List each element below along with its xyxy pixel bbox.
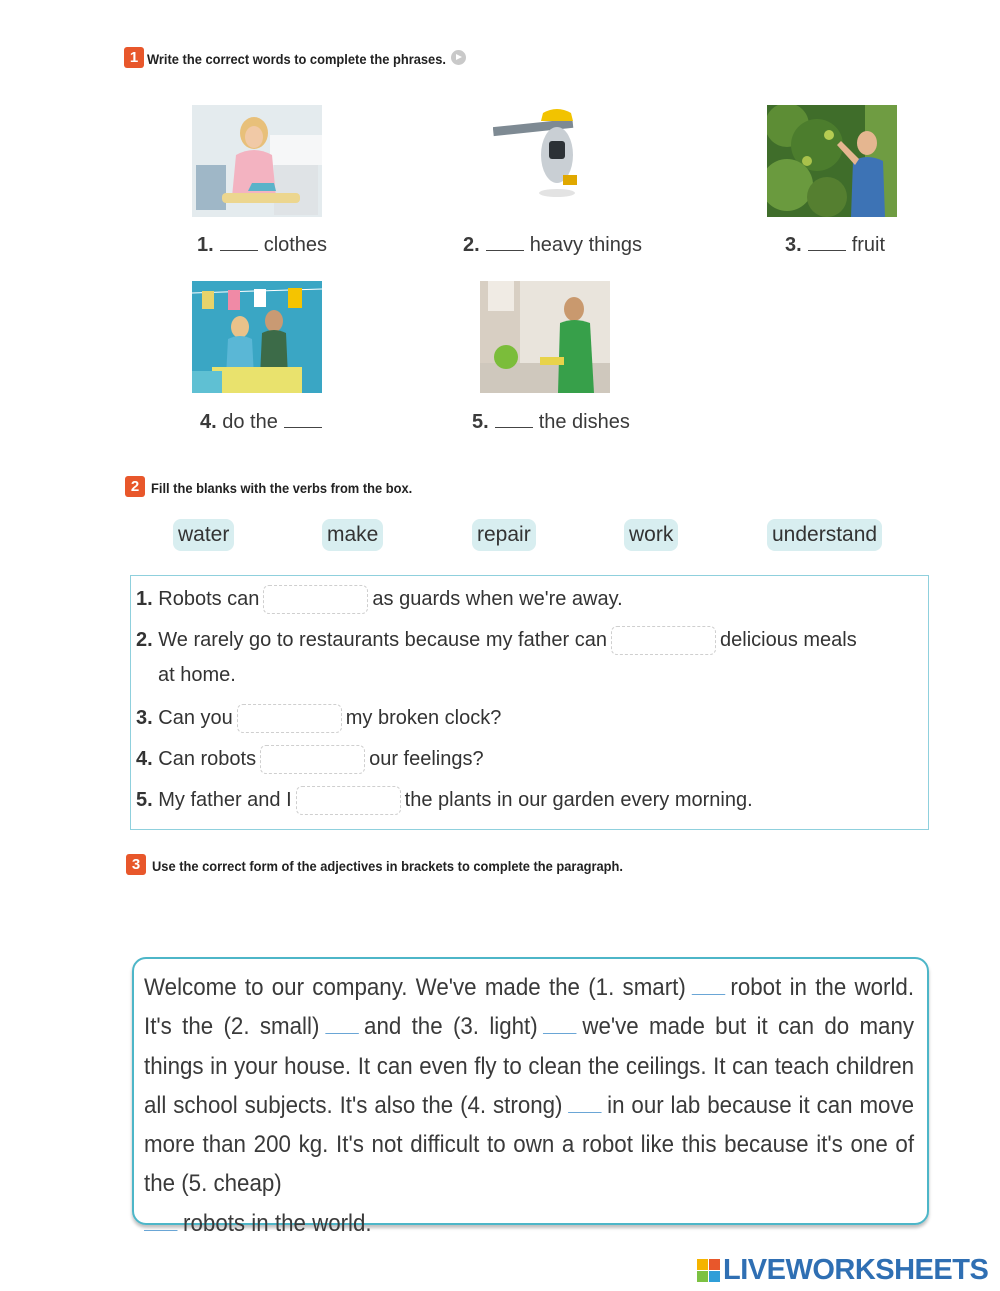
section-3-number: 3 [126, 854, 146, 875]
sentence-text: Can robots [158, 747, 257, 770]
word-box-item: work [624, 519, 678, 551]
paragraph-text: robot in the world. It's the (2. small) [144, 974, 915, 1041]
word-box-item: water [173, 519, 234, 551]
sentence-number: 2. [136, 628, 153, 651]
phrase-text: heavy things [529, 234, 642, 256]
answer-blank[interactable] [568, 1094, 601, 1113]
sentence-2-continued: at home. [158, 664, 236, 686]
audio-play-icon[interactable] [451, 50, 466, 65]
section-2-number: 2 [125, 476, 145, 497]
answer-input[interactable] [611, 626, 716, 655]
woman-washing-dishes-photo [480, 281, 610, 393]
word-box-item: repair [472, 519, 536, 551]
answer-blank[interactable] [543, 1015, 576, 1034]
paragraph-text: in our lab because it can move more than 200 kg. It's not difficult to own a robot like this because it's one of the (5. cheap) [144, 1091, 915, 1198]
section-1-instruction: Write the correct words to complete the phrases. [147, 51, 446, 67]
sentence-2 [136, 626, 857, 655]
paragraph-text: Welcome to our company. We've made the (1. smart) [144, 974, 686, 1001]
answer-input[interactable] [237, 704, 342, 733]
sentence-text: My father and I [158, 788, 292, 811]
phrase-number: 1. [197, 234, 214, 256]
answer-blank[interactable] [691, 976, 724, 995]
liveworksheets-logo [697, 1253, 988, 1287]
sentence-text: We rarely go to restaurants because my father can [158, 628, 607, 651]
phrase-number: 2. [463, 234, 480, 256]
sentence-text: the plants in our garden every morning. [404, 788, 753, 811]
sentence-number: 3. [136, 706, 153, 729]
phrase-1 [197, 234, 327, 257]
word-box-item: make [322, 519, 383, 551]
paragraph-text: and the (3. light) [364, 1013, 538, 1041]
couple-doing-laundry-photo [192, 281, 322, 393]
phrase-number: 4. [200, 411, 217, 433]
answer-blank[interactable] [284, 411, 322, 428]
section-3-instruction: Use the correct form of the adjectives in brackets to complete the paragraph. [152, 858, 623, 874]
sentence-3 [136, 704, 501, 733]
sentence-5 [136, 786, 753, 815]
sentence-4 [136, 745, 484, 774]
phrase-number: 5. [472, 411, 489, 433]
paragraph-text: we've made but it can do many things in your house. It can even fly to clean the ceilings. It can teach children all school subjects. It's also the (4. strong) [144, 1013, 915, 1119]
logo-mark-icon [697, 1259, 720, 1282]
phrase-3 [785, 234, 885, 257]
sentence-text: Robots can [158, 587, 260, 610]
sentence-number: 4. [136, 747, 153, 770]
sentence-text: delicious meals [720, 628, 857, 651]
answer-input[interactable] [296, 786, 401, 815]
section-2-instruction: Fill the blanks with the verbs from the box. [151, 480, 413, 496]
sentence-text: as guards when we're away. [372, 587, 623, 610]
woman-ironing-clothes-photo [192, 105, 322, 217]
section-1-number: 1 [124, 47, 144, 68]
phrase-text: the dishes [538, 411, 630, 433]
phrase-text: fruit [851, 234, 886, 256]
answer-blank[interactable] [325, 1015, 358, 1034]
phrase-5 [472, 411, 630, 434]
phrase-text: clothes [263, 234, 328, 256]
answer-input[interactable] [263, 585, 368, 614]
sentence-number: 1. [136, 587, 153, 610]
answer-blank[interactable] [808, 234, 846, 251]
sentence-text: Can you [158, 706, 233, 729]
sentence-text: our feelings? [369, 747, 484, 770]
phrase-text: do the [222, 411, 278, 433]
logo-text: LIVEWORKSHEETS [723, 1253, 989, 1286]
word-box-item: understand [767, 519, 882, 551]
phrase-4 [200, 411, 328, 434]
exercise-3-paragraph [144, 968, 914, 1243]
answer-blank[interactable] [486, 234, 524, 251]
boy-picking-fruit-photo [767, 105, 897, 217]
phrase-2 [463, 234, 642, 257]
paragraph-text: robots in the world. [183, 1209, 372, 1237]
robot-lifting-steel-beam-photo [493, 105, 585, 200]
sentence-1 [136, 585, 623, 614]
answer-blank[interactable] [495, 411, 533, 428]
phrase-number: 3. [785, 234, 802, 256]
sentence-number: 5. [136, 788, 153, 811]
answer-input[interactable] [260, 745, 365, 774]
answer-blank[interactable] [220, 234, 258, 251]
answer-blank[interactable] [144, 1212, 177, 1231]
sentence-text: my broken clock? [345, 706, 502, 729]
